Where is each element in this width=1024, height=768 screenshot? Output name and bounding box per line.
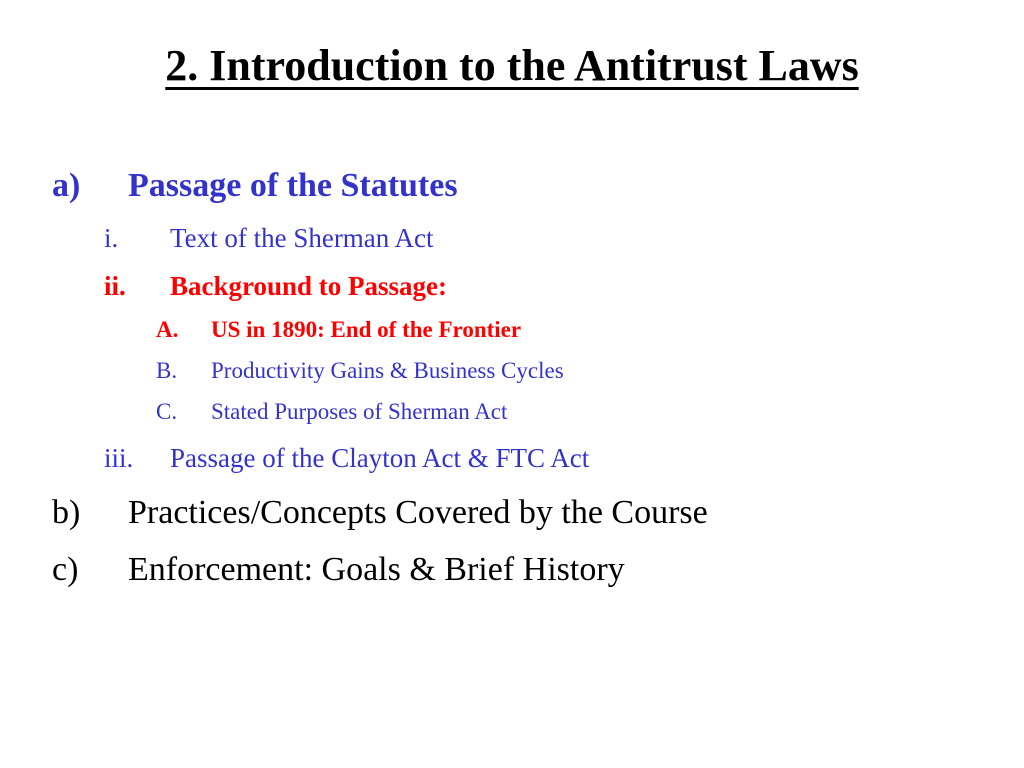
outline-marker: b) [52,494,81,531]
outline-text: Productivity Gains & Business Cycles [211,358,564,383]
slide-title-text: 2. Introduction to the Antitrust Laws [165,41,859,90]
outline-text: Passage of the Statutes [128,167,458,204]
outline-text: Enforcement: Goals & Brief History [128,551,625,588]
outline-text: Stated Purposes of Sherman Act [211,399,508,424]
outline-item-a-ii-A [0,316,1024,344]
outline-text: Background to Passage: [170,271,448,301]
outline-marker: iii. [104,443,134,473]
outline-text: Text of the Sherman Act [170,223,434,253]
outline-item-a-iii [0,442,1024,474]
outline-marker: ii. [104,271,126,301]
outline-item-a-i [0,222,1024,254]
slide-title [0,38,1024,94]
outline-marker: C. [156,399,178,424]
outline-item-a-ii-C [0,398,1024,426]
outline-marker: B. [156,358,178,383]
outline-item-a-ii [0,270,1024,302]
outline-item-a [0,166,1024,206]
outline-item-b [0,493,1024,533]
outline-text: Passage of the Clayton Act & FTC Act [170,443,590,473]
outline-marker: a) [52,167,81,204]
outline-marker: A. [156,317,179,342]
outline-item-a-ii-B [0,357,1024,385]
outline-text: US in 1890: End of the Frontier [211,317,522,342]
outline-item-c [0,550,1024,590]
outline-marker: i. [104,223,119,253]
outline-marker: c) [52,551,79,588]
outline-text: Practices/Concepts Covered by the Course [128,494,708,531]
